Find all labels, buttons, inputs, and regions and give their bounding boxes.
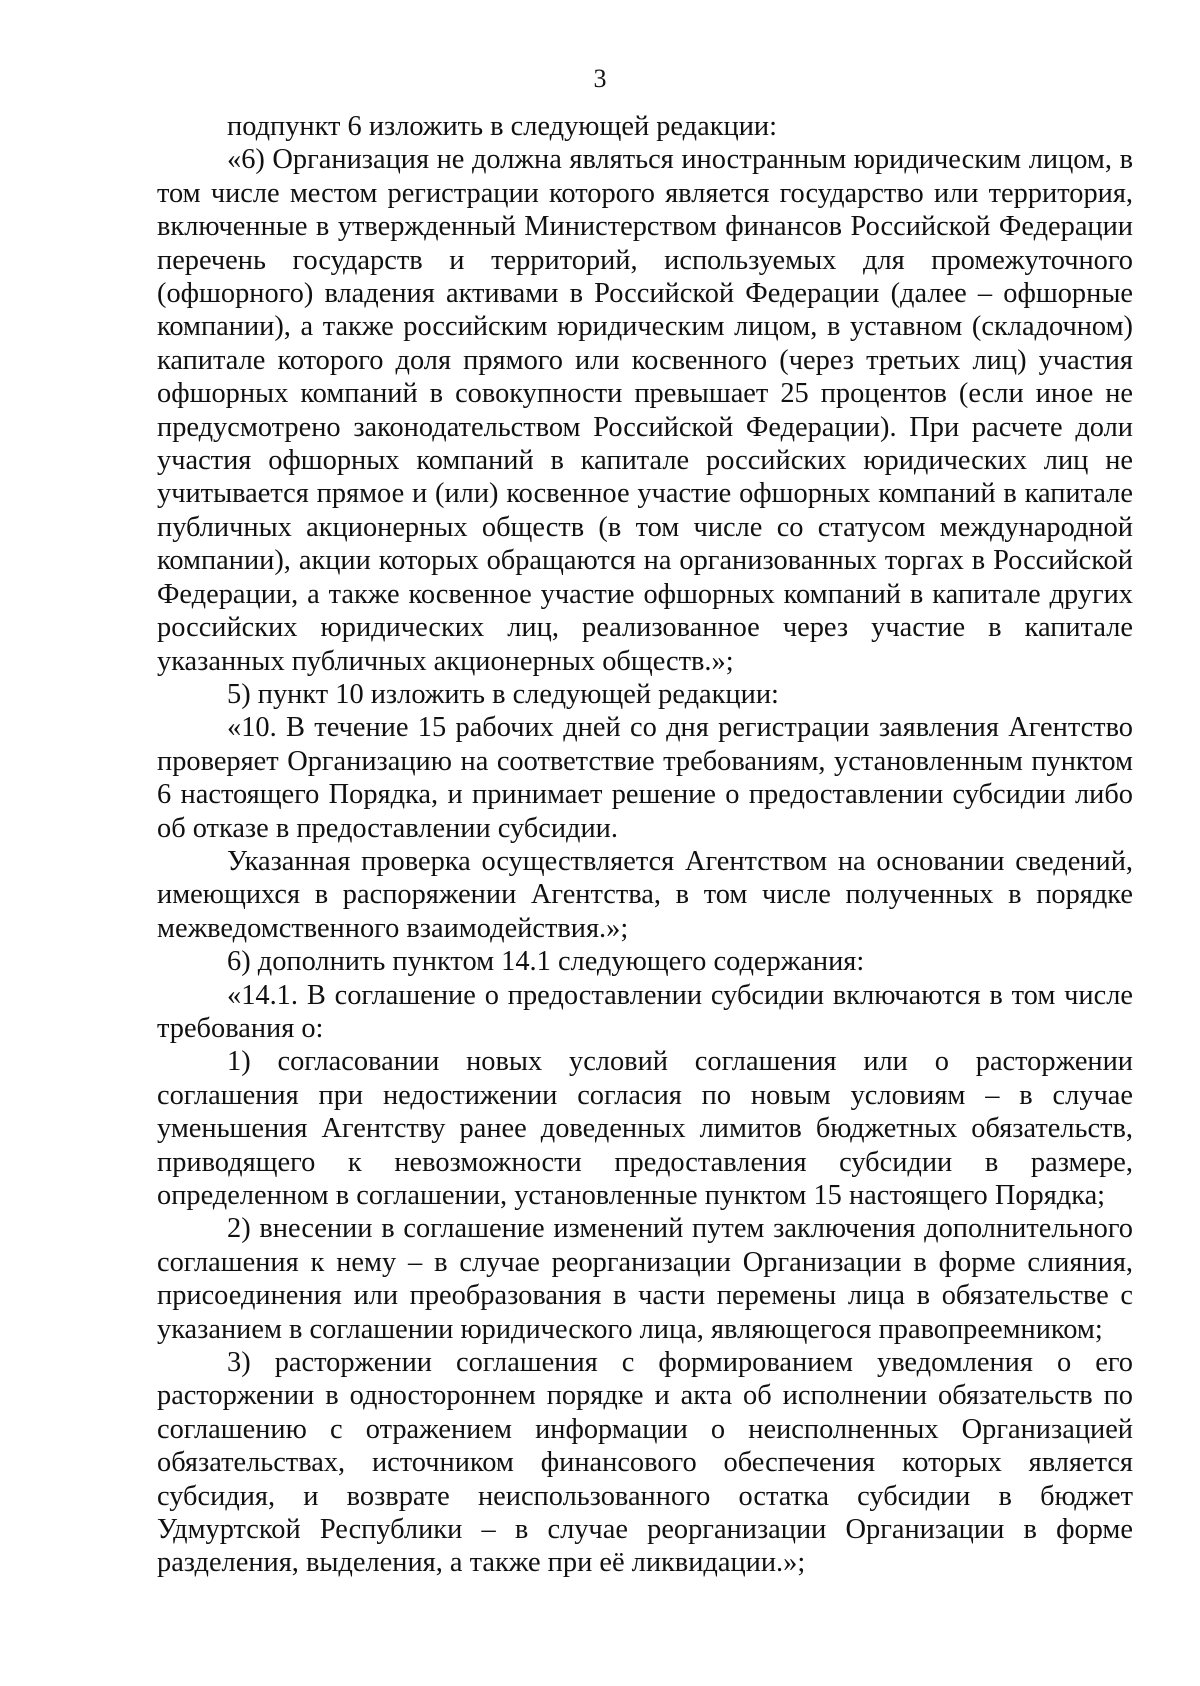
- document-body: [157, 110, 1133, 1580]
- paragraph-verification: Указанная проверка осуществляется Агентством на основании сведений, имеющихся в распоряжении Агентства, в том числе полученных в порядке межведомственного взаимодействия.»;: [157, 845, 1133, 944]
- paragraph-point-10-text: «10. В течение 15 рабочих дней со дня регистрации заявления Агентство проверяет Организацию на соответствие требованиям, установленным пунктом 6 настоящего Порядка, и принимает решение о предоставлении субсидии либо об отказе в предоставлении субсидии.: [157, 712, 1133, 844]
- paragraph-point-5-intro: 5) пункт 10 изложить в следующей редакции:: [227, 678, 779, 710]
- paragraph-point-6-intro: 6) дополнить пунктом 14.1 следующего содержания:: [227, 946, 865, 978]
- paragraph-subpoint-6-intro: подпункт 6 изложить в следующей редакции:: [227, 111, 777, 142]
- list-item-3: 3) расторжении соглашения с формированием уведомления о его расторжении в одностороннем порядке и акта об исполнении обязательств по соглашению с отражением информации о неисполненных Организацией обязательствах, источником финансового обеспечения которых является субсидия, и возврате неиспользованного остатка субсидии в бюджет Удмуртской Республики – в случае реорганизации Организации в форме разделения, выделения, а также при её ликвидации.»;: [157, 1347, 1133, 1579]
- paragraph-point-14-1-text: «14.1. В соглашение о предоставлении субсидии включаются в том числе требования о:: [157, 979, 1133, 1044]
- page-number: 3: [593, 64, 607, 93]
- list-item-2: 2) внесении в соглашение изменений путем заключения дополнительного соглашения к нему – в случае реорганизации Организации в форме слияния, присоединения или преобразования в части перемены лица в обязательстве с указанием в соглашении юридического лица, являющегося правопреемником;: [157, 1213, 1133, 1345]
- list-item-1: 1) согласовании новых условий соглашения или о расторжении соглашения при недостижении согласия по новым условиям – в случае уменьшения Агентству ранее доведенных лимитов бюджетных обязательств, приводящего к невозможности предоставления субсидии в размере, определенном в соглашении, установленные пунктом 15 настоящего Порядка;: [157, 1046, 1133, 1211]
- paragraph-subpoint-6-text: «6) Организация не должна являться иностранным юридическим лицом, в том числе местом регистрации которого является государство или территория, включенные в утвержденный Министерством финансов Российской Федерации перечень государств и территорий, используемых для промежуточного (офшорного) владения активами в Российской Федерации (далее – офшорные компании), а также российским юридическим лицом, в уставном (складочном) капитале которого доля прямого или косвенного (через третьих лиц) участия офшорных компаний в совокупности превышает 25 процентов (если иное не предусмотрено законодательством Российской Федерации). При расчете доли участия офшорных компаний в капитале российских юридических лиц не учитывается прямое и (или) косвенное участие офшорных компаний в капитале публичных акционерных обществ (в том числе со статусом международной компании), акции которых обращаются на организованных торгах в Российской Федерации, а также косвенное участие офшорных компаний в капитале других российских юридических лиц, реализованное через участие в капитале указанных публичных акционерных обществ.»;: [157, 144, 1133, 677]
